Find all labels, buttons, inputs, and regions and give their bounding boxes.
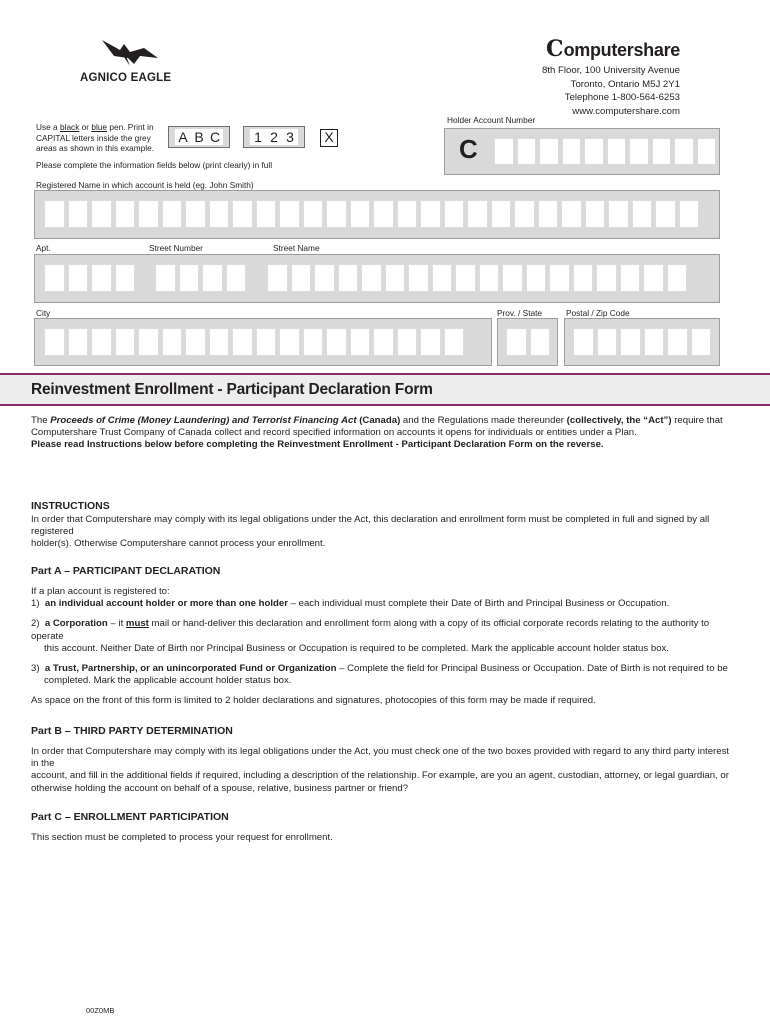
complete-note: Please complete the information fields below (print clearly) in full: [36, 160, 273, 170]
char-cell[interactable]: [256, 328, 277, 356]
char-cell[interactable]: [209, 200, 230, 228]
char-cell[interactable]: [155, 264, 176, 292]
char-cell[interactable]: [350, 328, 371, 356]
char-cell[interactable]: [68, 200, 89, 228]
registered-name-field[interactable]: [34, 190, 720, 239]
char-cell[interactable]: [115, 200, 136, 228]
char-cell[interactable]: [620, 328, 641, 356]
example-letters-box: [168, 126, 230, 148]
part-b-text: In order that Computershare may comply with its legal obligations under the Act, you must check one of the two boxes provided with regard to any third party interest in the account, and fill in the additional fields if required, including a description of the relationship. For example, are you an agent, custodian, attorney, or legal guardian, or otherwise holding the account on behalf of a spouse, relative, business partner or friend?: [31, 746, 730, 794]
part-a-item-1: 1) an individual account holder or more than one holder – each individual must complete their Date of Birth and Principal Business or Occupation.: [31, 598, 670, 610]
char-cell[interactable]: [584, 138, 604, 165]
char-cell[interactable]: [652, 138, 672, 165]
agnico-eagle-logo: [80, 36, 180, 88]
char-cell[interactable]: [44, 264, 65, 292]
char-cell[interactable]: [162, 328, 183, 356]
char-cell[interactable]: [115, 264, 136, 292]
city-label: City: [36, 308, 51, 318]
address-field[interactable]: [34, 254, 720, 303]
computershare-c-icon: C: [546, 36, 564, 62]
char-cell[interactable]: [361, 264, 382, 292]
char-cell[interactable]: [185, 328, 206, 356]
char-cell[interactable]: [291, 264, 312, 292]
blue-word: blue: [91, 122, 108, 132]
prov-label: Prov. / State: [497, 308, 543, 318]
char-cell[interactable]: [44, 200, 65, 228]
char-cell[interactable]: [562, 138, 582, 165]
address-line: Toronto, Ontario M5J 2Y1: [570, 78, 680, 90]
address-line: 8th Floor, 100 University Avenue: [542, 65, 680, 76]
char-cell[interactable]: [91, 264, 112, 292]
example-checkbox: X: [320, 129, 338, 147]
char-cell[interactable]: [303, 200, 324, 228]
part-a-note: As space on the front of this form is limited to 2 holder declarations and signatures, photocopies of this form may be made if required.: [31, 695, 596, 707]
char-cell[interactable]: [444, 200, 465, 228]
char-cell[interactable]: [549, 264, 570, 292]
char-cell[interactable]: [303, 328, 324, 356]
char-cell[interactable]: [517, 138, 537, 165]
char-cell[interactable]: [350, 200, 371, 228]
char-cell[interactable]: [526, 264, 547, 292]
example-digits-box: [243, 126, 305, 148]
registered-name-label: Registered Name in which account is held (eg. John Smith): [36, 180, 254, 190]
char-cell[interactable]: [620, 264, 641, 292]
address-line: www.computershare.com: [572, 105, 680, 117]
char-cell[interactable]: [209, 328, 230, 356]
part-c-heading: Part C – ENROLLMENT PARTICIPATION: [31, 811, 229, 823]
char-cell[interactable]: [115, 328, 136, 356]
char-cell[interactable]: [179, 264, 200, 292]
char-cell[interactable]: [162, 200, 183, 228]
char-cell[interactable]: [679, 200, 700, 228]
char-cell[interactable]: [232, 328, 253, 356]
char-cell[interactable]: [279, 328, 300, 356]
part-a-item-3: 3) a Trust, Partnership, or an unincorporated Fund or Organization – Complete the field for Principal Business or Occupation. Date of Birth is not required to be: [31, 663, 728, 675]
char-cell[interactable]: [279, 200, 300, 228]
eagle-icon: [100, 36, 160, 70]
act-name: Proceeds of Crime (Money Laundering) and Terrorist Financing Act: [50, 415, 357, 426]
part-a-item-2: 2) a Corporation – it must mail or hand-deliver this declaration and enrollment form along with a copy of its official corporate records relating to the authority to operate: [31, 618, 710, 642]
computershare-wordmark: omputershare: [563, 40, 680, 60]
char-cell[interactable]: [674, 138, 694, 165]
char-cell[interactable]: [138, 200, 159, 228]
char-cell[interactable]: [691, 328, 712, 356]
char-cell[interactable]: [502, 264, 523, 292]
char-cell[interactable]: [667, 264, 688, 292]
postal-label: Postal / Zip Code: [566, 308, 630, 318]
char-cell[interactable]: [573, 328, 594, 356]
char-cell[interactable]: [597, 328, 618, 356]
char-cell[interactable]: [494, 138, 514, 165]
title-band: [0, 373, 770, 406]
city-field[interactable]: [34, 318, 492, 366]
char-cell[interactable]: [420, 328, 441, 356]
postal-field[interactable]: [564, 318, 720, 366]
char-cell[interactable]: [226, 264, 247, 292]
char-cell[interactable]: [573, 264, 594, 292]
holder-account-label: Holder Account Number: [447, 115, 536, 125]
char-cell[interactable]: [539, 138, 559, 165]
char-cell[interactable]: [44, 328, 65, 356]
char-cell[interactable]: [467, 200, 488, 228]
char-cell[interactable]: [373, 200, 394, 228]
char-cell[interactable]: [385, 264, 406, 292]
example-char: C: [207, 129, 223, 145]
char-cell[interactable]: [326, 200, 347, 228]
char-cell[interactable]: [185, 200, 206, 228]
computershare-logo: [540, 36, 680, 60]
char-cell[interactable]: [643, 264, 664, 292]
holder-prefix: C: [459, 134, 478, 164]
address-block: [542, 64, 680, 118]
black-word: black: [59, 122, 80, 132]
part-a-text: If a plan account is registered to: 1) an individual account holder or more than one holder – each individual must complete their Date of Birth and Principal Business or Occupation. 2) a Corporation – it must mail or hand-deliver this declaration and enrollment form along with a copy of its official corporate records relating to the authority to operate this account. Neither Date of Birth nor Principal Business or Occupation is required to be completed. Mark the applicable account holder status box. 3) a Trust, Partnership, or an unincorporated Fund or Organization – Complete the field for Principal Business or Occupation. Date of Birth is not required to be completed. Mark the applicable account holder status box. As space on the front of this form is limited to 2 holder declarations and signatures, photocopies of this form may be made if required.: [31, 586, 731, 708]
char-cell[interactable]: [697, 138, 717, 165]
char-cell[interactable]: [232, 200, 253, 228]
char-cell[interactable]: [667, 328, 688, 356]
char-cell[interactable]: [138, 328, 159, 356]
form-title: Reinvestment Enrollment - Participant Declaration Form: [31, 381, 433, 398]
part-c-text: This section must be completed to process your request for enrollment.: [31, 832, 333, 843]
preamble: The Proceeds of Crime (Money Laundering) and Terrorist Financing Act (Canada) and the Regulations made thereunder (collectively, the “Act”) require that Computershare Trust Company of Canada collect and record specified information on accounts it opens for individuals or entities under a Plan. Please read Instructions below before completing the Reinvestment Enrollment - Participant Declaration Form on the reverse.: [31, 415, 723, 451]
char-cell[interactable]: [514, 200, 535, 228]
char-cell[interactable]: [397, 328, 418, 356]
char-cell[interactable]: [561, 200, 582, 228]
char-cell[interactable]: [530, 328, 551, 356]
apt-label: Apt.: [36, 243, 51, 253]
example-char: B: [191, 129, 207, 145]
char-cell[interactable]: [455, 264, 476, 292]
part-a-heading: Part A – PARTICIPANT DECLARATION: [31, 565, 221, 577]
char-cell[interactable]: [338, 264, 359, 292]
char-cell[interactable]: [479, 264, 500, 292]
footer-code: 00Z0MB: [86, 1006, 115, 1015]
char-cell[interactable]: [629, 138, 649, 165]
char-cell[interactable]: [506, 328, 527, 356]
char-cell[interactable]: [420, 200, 441, 228]
char-cell[interactable]: [397, 200, 418, 228]
char-cell[interactable]: [373, 328, 394, 356]
char-cell[interactable]: [314, 264, 335, 292]
prov-field[interactable]: [497, 318, 558, 366]
example-char: A: [175, 129, 191, 145]
char-cell[interactable]: [608, 200, 629, 228]
char-cell[interactable]: [91, 200, 112, 228]
char-cell[interactable]: [267, 264, 288, 292]
char-cell[interactable]: [256, 200, 277, 228]
char-cell[interactable]: [655, 200, 676, 228]
part-b-heading: Part B – THIRD PARTY DETERMINATION: [31, 725, 233, 737]
address-line: Telephone 1-800-564-6253: [564, 92, 680, 104]
char-cell[interactable]: [326, 328, 347, 356]
example-char: 1: [250, 129, 266, 145]
char-cell[interactable]: [585, 200, 606, 228]
pen-instructions: Use a black or blue pen. Print in CAPITAL letters inside the grey areas as shown in this example.: [36, 122, 155, 153]
char-cell[interactable]: [632, 200, 653, 228]
char-cell[interactable]: [408, 264, 429, 292]
example-char: 2: [266, 129, 282, 145]
char-cell[interactable]: [432, 264, 453, 292]
char-cell[interactable]: [91, 328, 112, 356]
char-cell[interactable]: [596, 264, 617, 292]
instructions-text: In order that Computershare may comply with its legal obligations under the Act, this declaration and enrollment form must be completed in full and signed by all registered holder(s). Otherwise Computershare cannot process your enrollment.: [31, 514, 710, 550]
char-cell[interactable]: [491, 200, 512, 228]
holder-account-field[interactable]: [444, 128, 720, 175]
street-name-label: Street Name: [273, 243, 320, 253]
char-cell[interactable]: [607, 138, 627, 165]
char-cell[interactable]: [68, 264, 89, 292]
agnico-eagle-wordmark: AGNICO EAGLE: [80, 72, 172, 84]
char-cell[interactable]: [644, 328, 665, 356]
char-cell[interactable]: [202, 264, 223, 292]
char-cell[interactable]: [538, 200, 559, 228]
street-number-label: Street Number: [149, 243, 203, 253]
char-cell[interactable]: [444, 328, 465, 356]
example-char: 3: [282, 129, 298, 145]
char-cell[interactable]: [68, 328, 89, 356]
instructions-heading: INSTRUCTIONS: [31, 500, 110, 512]
